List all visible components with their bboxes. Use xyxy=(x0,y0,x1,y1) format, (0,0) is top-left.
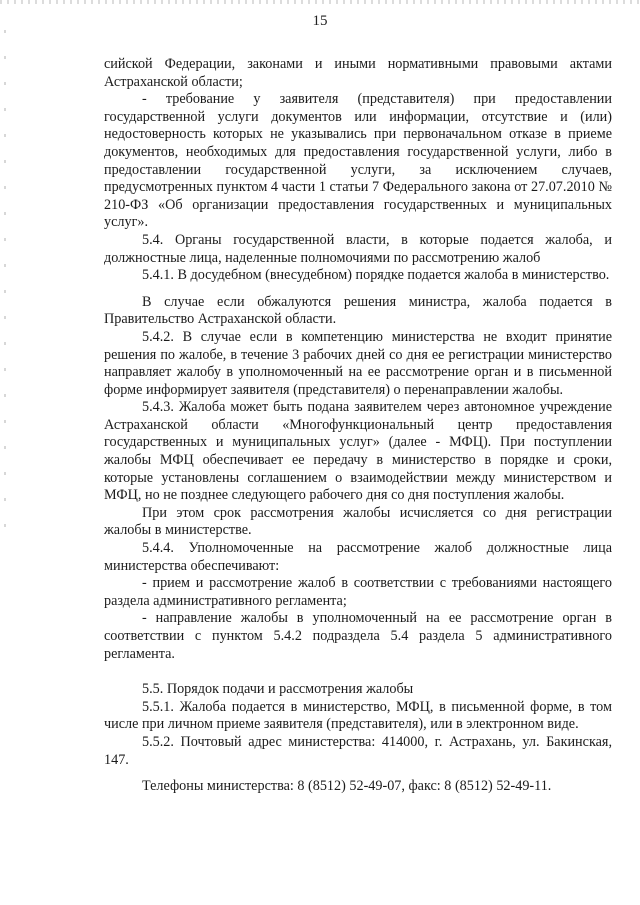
scan-edge-noise xyxy=(0,0,640,4)
paragraph-5-5-heading: 5.5. Порядок подачи и рассмотрения жалобы xyxy=(142,681,414,698)
paragraph-5-4-3: 5.4.3. Жалоба может быть подана заявителем через автономное учреждение Астраханской области «Многофункциональный центр предоставления государственных и муниципальных услуг» (далее - МФЦ). При поступлении жалобы МФЦ обеспечивает ее передачу в министерство в порядке и сроки, которые установлены соглашением о взаимодействии между министерством и МФЦ, но не позднее следующего рабочего дня со дня поступления жалобы. xyxy=(104,399,612,504)
paragraph-phones: Телефоны министерства: 8 (8512) 52-49-07, факс: 8 (8512) 52-49-11. xyxy=(142,778,552,795)
paragraph-minister-decision: В случае если обжалуются решения министра, жалоба подается в Правительство Астраханской области. xyxy=(104,293,612,328)
page-number: 15 xyxy=(312,13,328,29)
document-body xyxy=(104,56,612,796)
paragraph-5-4-1: 5.4.1. В досудебном (внесудебном) порядке подается жалоба в министерство. xyxy=(142,267,610,284)
paragraph-5-5-2: 5.5.2. Почтовый адрес министерства: 414000, г. Астрахань, ул. Бакинская, 147. xyxy=(104,733,612,768)
scan-margin-marks xyxy=(4,30,6,530)
paragraph-list-item-forwarding: - направление жалобы в уполномоченный на ее рассмотрение орган в соответствии с пунктом 5.4.2 подраздела 5.4 раздела 5 административного регламента. xyxy=(104,610,612,662)
paragraph-5-4-4: 5.4.4. Уполномоченные на рассмотрение жалоб должностные лица министерства обеспечивают: xyxy=(104,540,612,574)
paragraph-5-5-1: 5.5.1. Жалоба подается в министерство, МФЦ, в письменной форме, в том числе при личном приеме заявителя (представителя), или в электронном виде. xyxy=(104,698,612,733)
paragraph-list-item-reception: - прием и рассмотрение жалоб в соответствии с требованиями настоящего раздела административного регламента; xyxy=(104,575,612,609)
paragraph-5-4-heading: 5.4. Органы государственной власти, в которые подается жалоба, и должностные лица, наделенные полномочиями по рассмотрению жалоб xyxy=(104,231,612,266)
paragraph-continuation: сийской Федерации, законами и иными нормативными правовыми актами Астраханской области; xyxy=(104,56,612,90)
paragraph-list-item-requirement: - требование у заявителя (представителя) при предоставлении государственной услуги документов или информации, отсутствие и (или) недостоверность которых не указывались при первоначальном отказе в приеме документов, необходимых для предоставления государственной услуги, либо в предоставлении государственной услуги, за исключением случаев, предусмотренных пунктом 4 части 1 статьи 7 Федерального закона от 27.07.2010 № 210-ФЗ «Об организации предоставления государственных и муниципальных услуг». xyxy=(104,91,612,231)
paragraph-5-4-2: 5.4.2. В случае если в компетенцию министерства не входит принятие решения по жалобе, в течение 3 рабочих дней со дня ее регистрации министерство направляет жалобу в уполномоченный на ее рассмотрение орган и в письменной форме информирует заявителя (представителя) о перенаправлении жалобы. xyxy=(104,328,612,398)
paragraph-registration-term: При этом срок рассмотрения жалобы исчисляется со дня регистрации жалобы в министерстве. xyxy=(104,504,612,539)
